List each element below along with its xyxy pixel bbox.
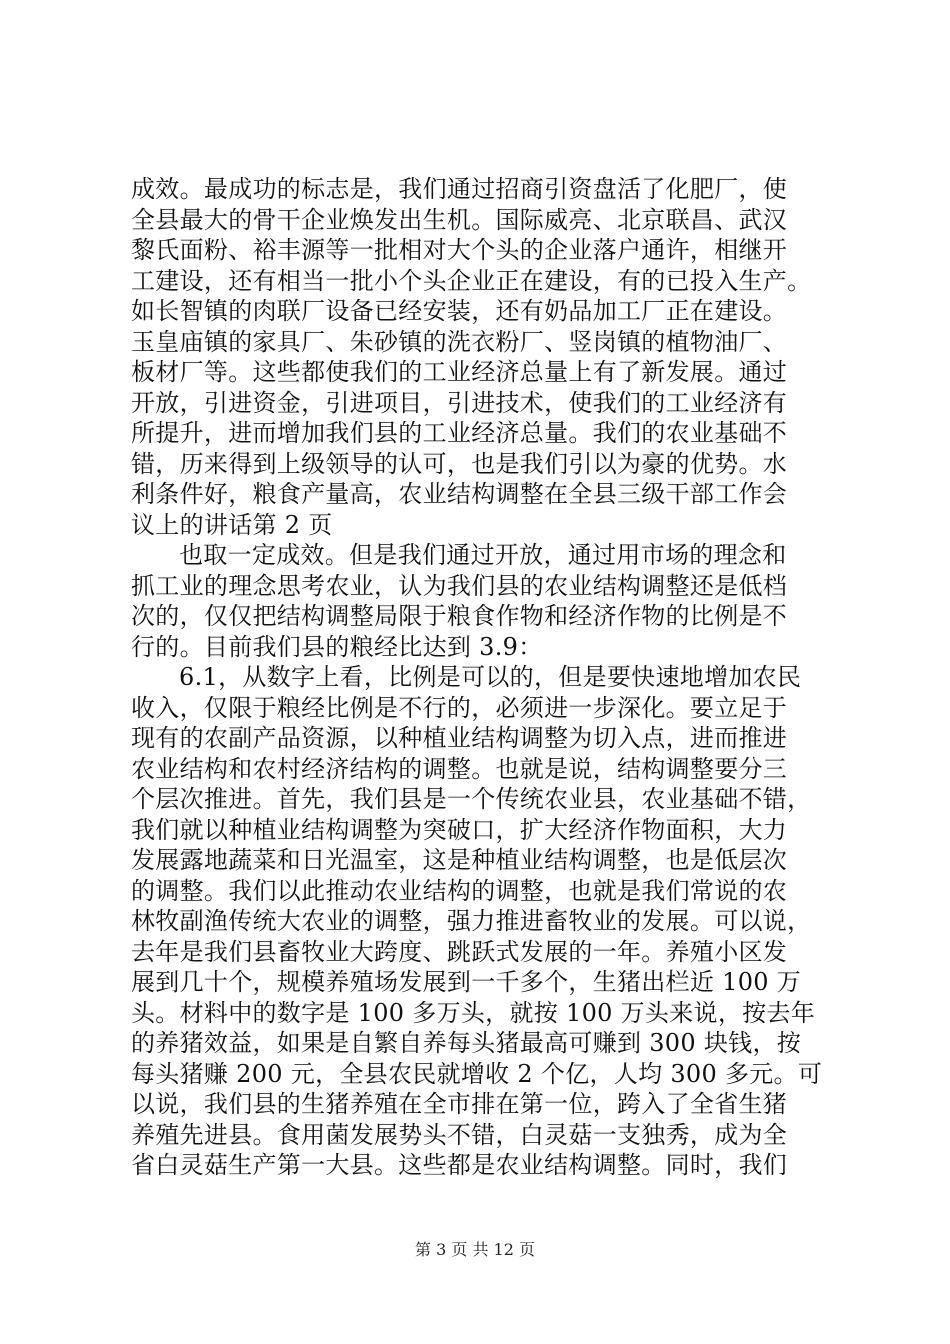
text-line: 次的，仅仅把结构调整局限于粮食作物和经济作物的比例是不 — [131, 602, 788, 630]
text-line: 成效。最成功的标志是，我们通过招商引资盘活了化肥厂，使 — [131, 175, 788, 203]
text-line: 展到几十个，规模养殖场发展到一千多个，生猪出栏近 100 万 — [131, 968, 802, 996]
text-line: 发展露地蔬菜和日光温室，这是种植业结构调整，也是低层次 — [131, 846, 788, 874]
text-line: 个层次推进。首先，我们县是一个传统农业县，农业基础不错， — [131, 785, 812, 813]
text-line: 的养猪效益，如果是自繁自养每头猪最高可赚到 300 块钱，按 — [131, 1029, 802, 1057]
text-line: 每头猪赚 200 元，全县农民就增收 2 个亿，人均 300 多元。可 — [131, 1059, 823, 1088]
text-line: 板材厂等。这些都使我们的工业经济总量上有了新发展。通过 — [131, 358, 788, 386]
text-line: 林牧副渔传统大农业的调整，强力推进畜牧业的发展。可以说， — [131, 907, 812, 935]
text-line: 也取一定成效。但是我们通过开放，通过用市场的理念和 — [179, 541, 787, 569]
text-line: 抓工业的理念思考农业，认为我们县的农业结构调整还是低档 — [131, 571, 788, 600]
text-line: 头。材料中的数字是 100 多万头，就按 100 万头来说，按去年 — [131, 998, 816, 1027]
text-line: 黎氏面粉、裕丰源等一批相对大个头的企业落户通许，相继开 — [131, 236, 788, 264]
text-line: 利条件好，粮食产量高，农业结构调整在全县三级干部工作会 — [131, 480, 788, 508]
text-line: 错，历来得到上级领导的认可，也是我们引以为豪的优势。水 — [131, 449, 788, 478]
text-line: 农业结构和农村经济结构的调整。也就是说，结构调整要分三 — [131, 754, 788, 783]
text-line: 玉皇庙镇的家具厂、朱砂镇的洗衣粉厂、竖岗镇的植物油厂、 — [131, 327, 788, 356]
text-line: 省白灵菇生产第一大县。这些都是农业结构调整。同时，我们 — [131, 1151, 788, 1179]
text-line: 全县最大的骨干企业焕发出生机。国际威亮、北京联昌、武汉 — [131, 205, 788, 234]
text-line: 去年是我们县畜牧业大跨度、跳跃式发展的一年。养殖小区发 — [131, 937, 788, 966]
text-line: 现有的农副产品资源，以种植业结构调整为切入点，进而推进 — [131, 724, 788, 752]
text-line: 我们就以种植业结构调整为突破口，扩大经济作物面积，大力 — [131, 815, 788, 844]
text-line: 开放，引进资金，引进项目，引进技术，使我们的工业经济有 — [131, 388, 788, 417]
text-line: 以说，我们县的生猪养殖在全市排在第一位，跨入了全省生猪 — [131, 1090, 788, 1118]
text-line: 收入，仅限于粮经比例是不行的，必须进一步深化。要立足于 — [131, 693, 788, 722]
text-line: 所提升，进而增加我们县的工业经济总量。我们的农业基础不 — [131, 419, 788, 447]
text-line: 行的。目前我们县的粮经比达到 3.9： — [131, 632, 543, 661]
page-footer: 第 3 页 共 12 页 — [415, 1240, 535, 1259]
body-text — [131, 174, 831, 1181]
text-line: 养殖先进县。食用菌发展势头不错，白灵菇一支独秀，成为全 — [131, 1120, 788, 1149]
text-line: 6.1，从数字上看，比例是可以的，但是要快速地增加农民 — [179, 663, 802, 691]
text-line: 工建设，还有相当一批小个头企业正在建设，有的已投入生产。 — [131, 266, 812, 295]
text-line: 如长智镇的肉联厂设备已经安装，还有奶品加工厂正在建设。 — [131, 297, 788, 325]
text-line: 的调整。我们以此推动农业结构的调整，也就是我们常说的农 — [131, 876, 788, 905]
text-line: 议上的讲话第 2 页 — [131, 510, 333, 539]
